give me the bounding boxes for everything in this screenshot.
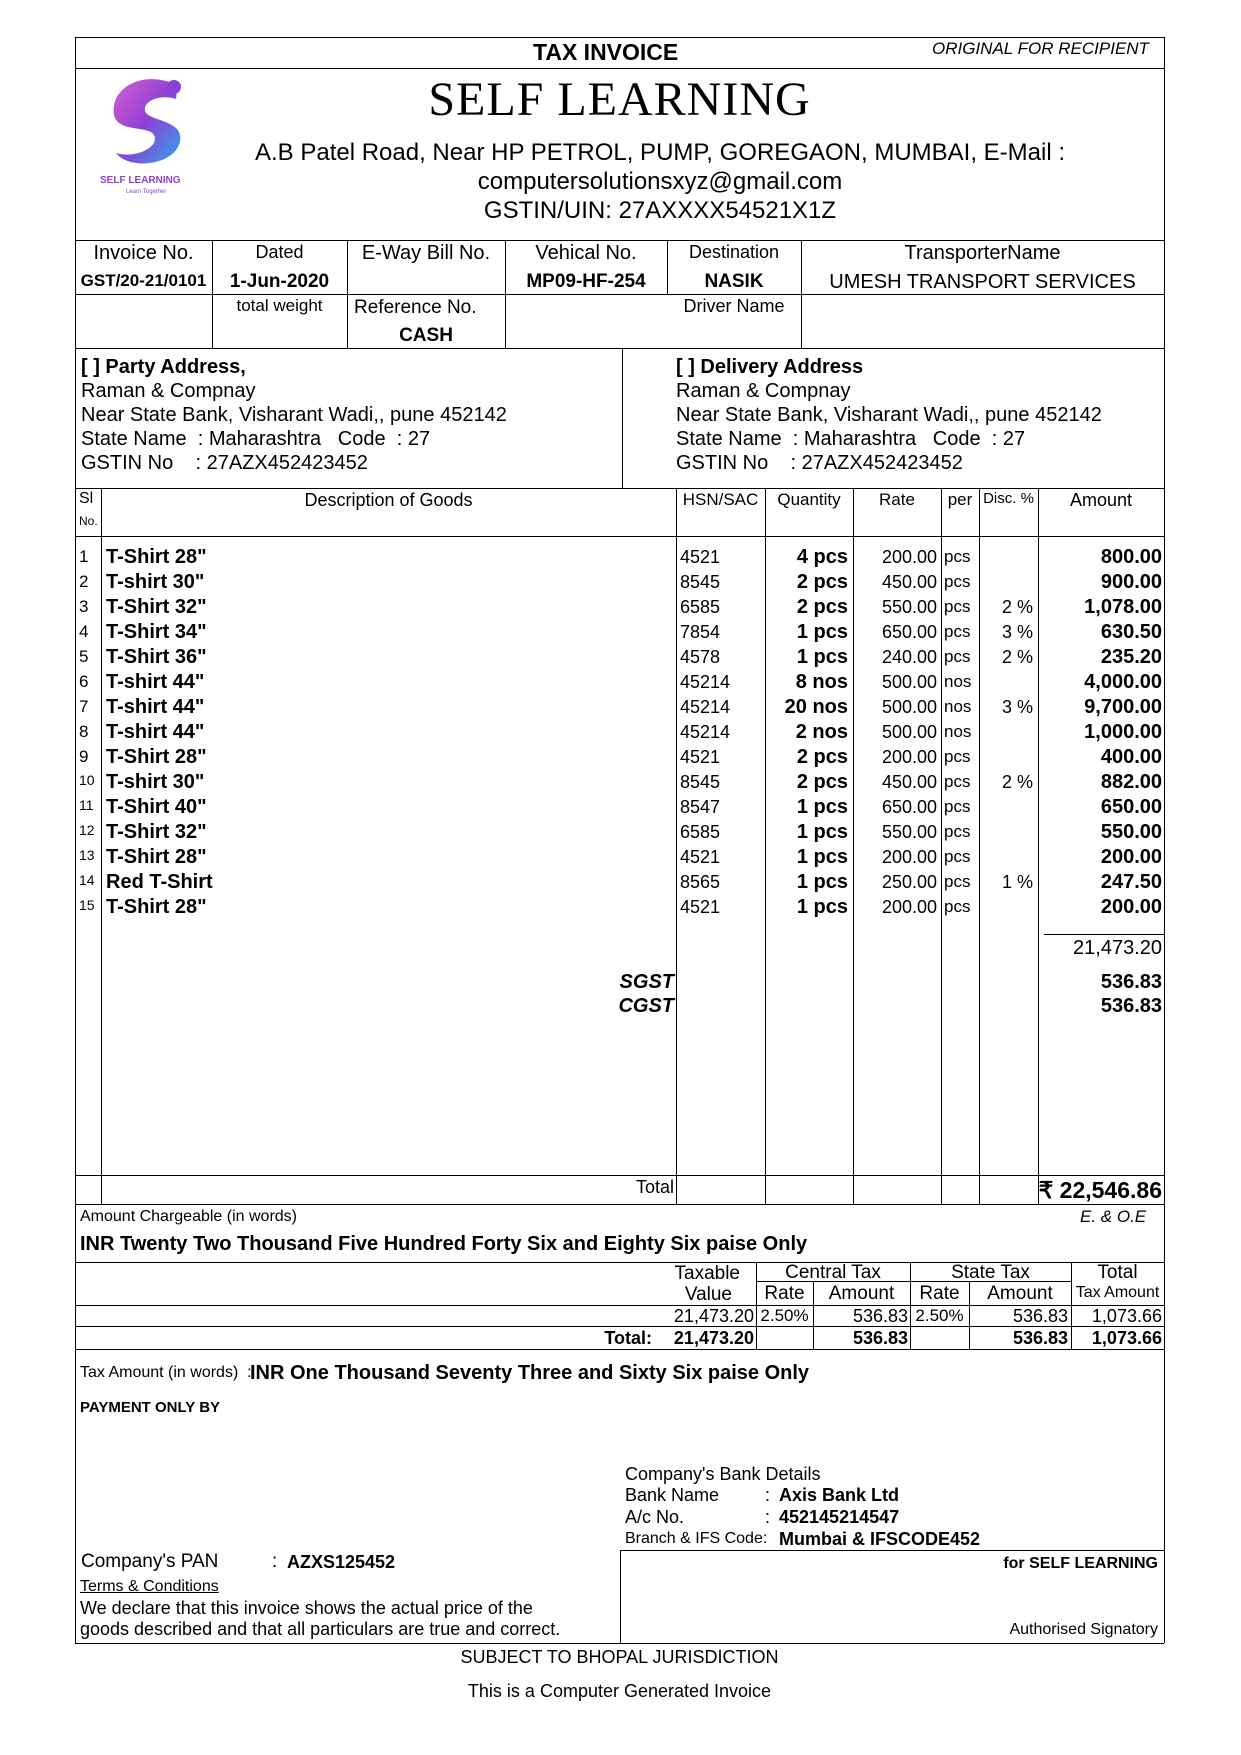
- item-rate: 200.00: [881, 747, 937, 767]
- branch-ifsc-label: Branch & IFS Code:: [625, 1530, 768, 1547]
- item-desc: T-Shirt 28": [106, 746, 207, 768]
- item-desc: T-shirt 30": [106, 571, 205, 593]
- item-qty: 2 pcs: [796, 771, 848, 793]
- item-qty: 2 pcs: [796, 596, 848, 618]
- frame-top: [75, 37, 1164, 38]
- copy-label: ORIGINAL FOR RECIPIENT: [932, 39, 1149, 58]
- destination-value: NASIK: [704, 271, 764, 292]
- item-qty: 2 nos: [795, 721, 848, 743]
- item-per: nos: [944, 697, 972, 716]
- item-rate: 200.00: [881, 547, 937, 567]
- item-rate: 550.00: [881, 597, 937, 617]
- item-hsn: 4578: [680, 647, 721, 667]
- payment-only-by: PAYMENT ONLY BY: [80, 1399, 221, 1416]
- item-per: pcs: [944, 597, 971, 616]
- item-hsn: 45214: [680, 697, 731, 717]
- item-sl: 5: [79, 647, 89, 666]
- party-address-title: [ ] Party Address,: [81, 356, 246, 378]
- item-amount: 9,700.00: [1084, 696, 1162, 718]
- total-tax-label: Total: [1097, 1262, 1138, 1283]
- item-amount: 4,000.00: [1084, 671, 1162, 693]
- item-desc: T-Shirt 28": [106, 546, 207, 568]
- central-amount-label: Amount: [828, 1283, 895, 1304]
- terms-line2: goods described and that all particulars are true and correct.: [80, 1619, 561, 1639]
- amount-in-words: INR Twenty Two Thousand Five Hundred Forty Six and Eighty Six paise Only: [80, 1233, 808, 1255]
- item-sl: 14: [79, 872, 95, 888]
- item-qty: 1 pcs: [796, 821, 848, 843]
- item-rate: 450.00: [881, 772, 937, 792]
- total-tax-amount-label: Tax Amount: [1075, 1284, 1160, 1301]
- for-company-label: for SELF LEARNING: [1003, 1555, 1158, 1572]
- item-sl: 10: [79, 772, 95, 788]
- delivery-name: Raman & Compnay: [676, 380, 851, 402]
- item-rate: 250.00: [881, 872, 937, 892]
- tax-total-taxable: 21,473.20: [673, 1328, 754, 1348]
- pan-value: AZXS125452: [287, 1552, 396, 1572]
- item-sl: 2: [79, 572, 89, 591]
- item-hsn: 4521: [680, 897, 721, 917]
- signature-box-left: [620, 1550, 621, 1643]
- address-divider: [622, 348, 623, 488]
- item-hsn: 6585: [680, 597, 721, 617]
- item-desc: T-Shirt 32": [106, 596, 207, 618]
- item-sl: 9: [79, 747, 89, 766]
- item-rate: 500.00: [881, 722, 937, 742]
- details-mid-line: [75, 294, 1164, 295]
- title-divider: [75, 68, 1164, 69]
- details-top-line: [75, 240, 1164, 241]
- item-per: pcs: [944, 547, 971, 566]
- item-hsn: 8545: [680, 772, 721, 792]
- items-header-line: [75, 536, 1164, 537]
- authorised-signatory: Authorised Signatory: [1009, 1621, 1158, 1638]
- item-rate: 240.00: [881, 647, 937, 667]
- account-no-sep: :: [765, 1507, 771, 1527]
- item-per: pcs: [944, 647, 971, 666]
- item-amount: 200.00: [1100, 896, 1162, 918]
- item-sl: 12: [79, 822, 95, 838]
- item-qty: 1 pcs: [796, 621, 848, 643]
- col-header-sl: Sl: [79, 490, 94, 507]
- item-amount: 400.00: [1100, 746, 1162, 768]
- tax-row-central-amount: 536.83: [852, 1306, 908, 1326]
- tax-row-state-rate: 2.50%: [915, 1306, 964, 1325]
- item-amount: 1,078.00: [1084, 596, 1162, 618]
- item-sl: 4: [79, 622, 89, 641]
- item-amount: 900.00: [1100, 571, 1162, 593]
- items-col-desc: [676, 488, 677, 1204]
- item-disc: 2 %: [1001, 647, 1033, 667]
- item-hsn: 4521: [680, 547, 721, 567]
- col-header-amount: Amount: [1069, 490, 1133, 510]
- tax-in-words: INR One Thousand Seventy Three and Sixty Six paise Only: [250, 1362, 810, 1384]
- item-amount: 800.00: [1100, 546, 1162, 568]
- tax-total-label: Total:: [604, 1328, 652, 1348]
- tax-row-central-rate: 2.50%: [760, 1306, 809, 1325]
- subtotal-rule: [1044, 934, 1164, 935]
- tax-total-bottom: [75, 1349, 1164, 1350]
- bank-name-label: Bank Name: [625, 1485, 720, 1505]
- item-sl: 3: [79, 597, 89, 616]
- item-qty: 2 pcs: [796, 746, 848, 768]
- item-per: pcs: [944, 797, 971, 816]
- item-disc: 2 %: [1001, 597, 1033, 617]
- items-col-qty: [853, 488, 854, 1204]
- item-desc: T-Shirt 36": [106, 646, 207, 668]
- state-amount-label: Amount: [987, 1283, 1053, 1304]
- item-desc: T-shirt 44": [106, 671, 205, 693]
- signature-box-top: [620, 1550, 1164, 1551]
- item-hsn: 4521: [680, 747, 721, 767]
- total-weight-label: total weight: [236, 296, 323, 315]
- item-per: pcs: [944, 897, 971, 916]
- item-rate: 500.00: [881, 672, 937, 692]
- doc-title: TAX INVOICE: [533, 39, 679, 65]
- taxable-label: Taxable: [674, 1263, 740, 1284]
- item-sl: 13: [79, 847, 95, 863]
- driver-name-label: Driver Name: [683, 296, 785, 316]
- company-gstin: GSTIN/UIN: 27AXXXX54521X1Z: [483, 197, 837, 224]
- dated-value: 1-Jun-2020: [229, 271, 330, 292]
- company-name: SELF LEARNING: [428, 73, 811, 126]
- vehicle-value: MP09-HF-254: [526, 271, 646, 292]
- logo-text: SELF LEARNING: [100, 175, 181, 186]
- item-amount: 200.00: [1100, 846, 1162, 868]
- col-header-hsn: HSN/SAC: [682, 490, 759, 509]
- item-desc: T-shirt 44": [106, 721, 205, 743]
- bank-name: Axis Bank Ltd: [779, 1485, 900, 1505]
- item-desc: T-Shirt 28": [106, 846, 207, 868]
- item-amount: 1,000.00: [1084, 721, 1162, 743]
- col-header-sl-no: No.: [79, 514, 98, 528]
- item-desc: T-Shirt 34": [106, 621, 207, 643]
- item-desc: T-Shirt 40": [106, 796, 207, 818]
- item-hsn: 8545: [680, 572, 721, 592]
- destination-label: Destination: [688, 242, 780, 262]
- delivery-address-title: [ ] Delivery Address: [676, 356, 864, 378]
- item-desc: T-Shirt 32": [106, 821, 207, 843]
- item-qty: 4 pcs: [796, 546, 848, 568]
- total-label: Total: [635, 1177, 674, 1197]
- tax-total-central-amount: 536.83: [852, 1328, 908, 1348]
- reference-value: CASH: [399, 325, 453, 346]
- tax-words-label: Tax Amount (in words) :: [80, 1364, 252, 1381]
- item-rate: 500.00: [881, 697, 937, 717]
- item-sl: 11: [79, 797, 94, 813]
- delivery-state: State Name : Maharashtra Code : 27: [676, 428, 1026, 450]
- dated-label: Dated: [255, 242, 304, 262]
- state-rate-label: Rate: [919, 1283, 960, 1304]
- vehicle-label: Vehical No.: [535, 242, 637, 264]
- item-amount: 630.50: [1100, 621, 1162, 643]
- items-col-sl: [101, 488, 102, 1204]
- delivery-gstin: GSTIN No : 27AZX452423452: [676, 452, 963, 474]
- item-qty: 1 pcs: [796, 871, 848, 893]
- item-qty: 1 pcs: [796, 846, 848, 868]
- item-sl: 1: [79, 547, 89, 566]
- item-amount: 882.00: [1100, 771, 1162, 793]
- item-amount: 550.00: [1100, 821, 1162, 843]
- item-disc: 2 %: [1001, 772, 1033, 792]
- item-qty: 1 pcs: [796, 896, 848, 918]
- item-per: pcs: [944, 822, 971, 841]
- item-sl: 7: [79, 697, 89, 716]
- invoice-no-label: Invoice No.: [93, 242, 194, 264]
- bank-name-sep: :: [765, 1485, 771, 1505]
- address-bottom-line: [75, 488, 1164, 489]
- eway-bill-label: E-Way Bill No.: [361, 242, 491, 264]
- company-email: computersolutionsxyz@gmail.com: [477, 168, 843, 195]
- item-per: pcs: [944, 622, 971, 641]
- items-col-per: [979, 488, 980, 1204]
- sgst-amount: 536.83: [1100, 971, 1162, 993]
- tax-row-state-amount: 536.83: [1012, 1306, 1068, 1326]
- item-hsn: 7854: [680, 622, 721, 642]
- logo-tagline: Learn Together: [126, 189, 167, 195]
- delivery-street: Near State Bank, Visharant Wadi,, pune 452142: [676, 404, 1102, 426]
- item-per: pcs: [944, 772, 971, 791]
- tax-total-total: 1,073.66: [1091, 1328, 1162, 1348]
- computer-generated-note: This is a Computer Generated Invoice: [467, 1681, 772, 1701]
- cgst-amount: 536.83: [1100, 995, 1162, 1017]
- items-bottom-line: [75, 1204, 1164, 1205]
- item-disc: 3 %: [1001, 697, 1033, 717]
- tax-row-taxable: 21,473.20: [673, 1306, 754, 1326]
- col-header-per: per: [947, 490, 973, 509]
- item-hsn: 45214: [680, 722, 731, 742]
- items-col-rate: [941, 488, 942, 1204]
- item-per: pcs: [944, 747, 971, 766]
- tax-row-total: 1,073.66: [1091, 1306, 1162, 1326]
- item-sl: 6: [79, 672, 89, 691]
- taxable-value-label: Value: [684, 1284, 732, 1305]
- items-total-line: [75, 1175, 1164, 1176]
- item-qty: 1 pcs: [796, 796, 848, 818]
- col-header-desc: Description of Goods: [304, 490, 473, 510]
- item-rate: 200.00: [881, 897, 937, 917]
- party-street: Near State Bank, Visharant Wadi,, pune 452142: [81, 404, 507, 426]
- bank-details-title: Company's Bank Details: [625, 1464, 821, 1484]
- eoe-label: E. & O.E: [1080, 1207, 1147, 1226]
- frame-bottom: [75, 1643, 1164, 1644]
- cgst-label: CGST: [618, 995, 674, 1017]
- frame-right: [1164, 37, 1165, 1643]
- amount-words-label: Amount Chargeable (in words): [80, 1208, 297, 1225]
- details-bottom-line: [75, 348, 1164, 349]
- item-hsn: 4521: [680, 847, 721, 867]
- item-amount: 650.00: [1100, 796, 1162, 818]
- item-qty: 8 nos: [795, 671, 848, 693]
- col-header-disc: Disc. %: [983, 490, 1034, 507]
- item-rate: 450.00: [881, 572, 937, 592]
- item-rate: 650.00: [881, 797, 937, 817]
- state-tax-label: State Tax: [951, 1262, 1030, 1283]
- branch-ifsc: Mumbai & IFSCODE452: [779, 1529, 981, 1549]
- grand-total: ₹ 22,546.86: [1038, 1177, 1162, 1203]
- reference-label: Reference No.: [354, 297, 477, 318]
- terms-title: Terms & Conditions: [80, 1578, 219, 1595]
- item-hsn: 6585: [680, 822, 721, 842]
- tax-total-state-amount: 536.83: [1012, 1328, 1068, 1348]
- pan-sep: :: [272, 1551, 278, 1572]
- central-rate-label: Rate: [764, 1283, 805, 1304]
- item-desc: Red T-Shirt: [106, 871, 213, 893]
- item-qty: 1 pcs: [796, 646, 848, 668]
- jurisdiction-note: SUBJECT TO BHOPAL JURISDICTION: [460, 1647, 779, 1667]
- item-desc: T-shirt 30": [106, 771, 205, 793]
- sgst-label: SGST: [619, 971, 674, 993]
- item-per: pcs: [944, 872, 971, 891]
- party-name: Raman & Compnay: [81, 380, 256, 402]
- item-qty: 2 pcs: [796, 571, 848, 593]
- party-state: State Name : Maharashtra Code : 27: [81, 428, 431, 450]
- col-header-qty: Quantity: [777, 490, 841, 509]
- item-rate: 200.00: [881, 847, 937, 867]
- item-desc: T-Shirt 28": [106, 896, 207, 918]
- invoice-no: GST/20-21/0101: [80, 271, 207, 290]
- item-per: nos: [944, 672, 972, 691]
- item-disc: 1 %: [1001, 872, 1033, 892]
- account-no-label: A/c No.: [625, 1507, 685, 1527]
- item-amount: 235.20: [1100, 646, 1162, 668]
- subtotal-amount: 21,473.20: [1073, 937, 1162, 959]
- item-hsn: 45214: [680, 672, 731, 692]
- item-rate: 650.00: [881, 622, 937, 642]
- item-disc: 3 %: [1001, 622, 1033, 642]
- transporter-label: TransporterName: [904, 242, 1061, 264]
- central-tax-label: Central Tax: [785, 1262, 881, 1283]
- transporter-value: UMESH TRANSPORT SERVICES: [829, 271, 1136, 293]
- terms-line1: We declare that this invoice shows the actual price of the: [80, 1598, 533, 1618]
- col-header-rate: Rate: [879, 490, 915, 509]
- company-address-line1: A.B Patel Road, Near HP PETROL, PUMP, GOREGAON, MUMBAI, E-Mail :: [255, 139, 1065, 166]
- item-sl: 8: [79, 722, 89, 741]
- party-gstin: GSTIN No : 27AZX452423452: [81, 452, 368, 474]
- item-per: pcs: [944, 572, 971, 591]
- item-sl: 15: [79, 897, 95, 913]
- item-amount: 247.50: [1100, 871, 1162, 893]
- item-hsn: 8547: [680, 797, 721, 817]
- item-hsn: 8565: [680, 872, 721, 892]
- item-qty: 20 nos: [784, 696, 848, 718]
- item-per: pcs: [944, 847, 971, 866]
- pan-label: Company's PAN: [81, 1551, 219, 1572]
- account-no: 452145214547: [779, 1507, 900, 1527]
- item-rate: 550.00: [881, 822, 937, 842]
- item-desc: T-shirt 44": [106, 696, 205, 718]
- item-per: nos: [944, 722, 972, 741]
